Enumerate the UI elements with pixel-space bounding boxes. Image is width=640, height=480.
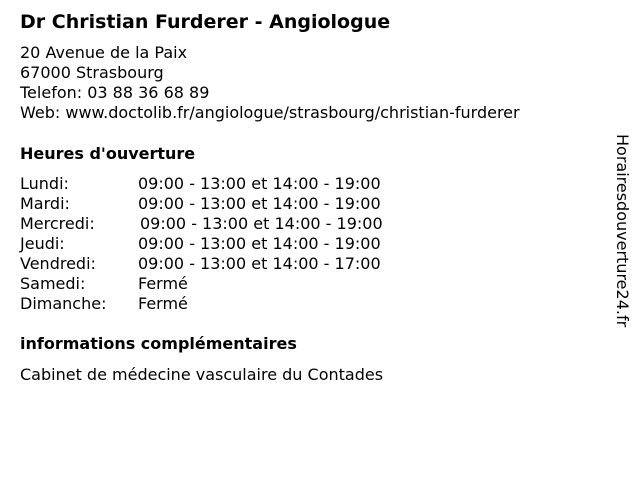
- hours-time: Fermé: [138, 274, 188, 293]
- address-street: 20 Avenue de la Paix: [20, 43, 188, 62]
- hours-time: 09:00 - 13:00 et 14:00 - 19:00: [140, 214, 383, 233]
- hours-day: Dimanche:: [20, 294, 107, 313]
- hours-heading: Heures d'ouverture: [20, 144, 196, 163]
- address-block: [20, 43, 520, 123]
- address-city: 67000 Strasbourg: [20, 63, 164, 82]
- info-heading: informations complémentaires: [20, 334, 297, 353]
- hours-day: Lundi:: [20, 174, 69, 193]
- hours-time: Fermé: [138, 294, 188, 313]
- hours-day: Vendredi:: [20, 254, 96, 273]
- info-text: Cabinet de médecine vasculaire du Contades: [20, 365, 384, 384]
- hours-time: 09:00 - 13:00 et 14:00 - 19:00: [138, 174, 381, 193]
- hours-time: 09:00 - 13:00 et 14:00 - 17:00: [138, 254, 381, 273]
- hours-day: Mardi:: [20, 194, 70, 213]
- hours-day: Mercredi:: [20, 214, 95, 233]
- hours-time: 09:00 - 13:00 et 14:00 - 19:00: [138, 194, 381, 213]
- page-title: Dr Christian Furderer - Angiologue: [20, 11, 391, 33]
- hours-time: 09:00 - 13:00 et 14:00 - 19:00: [138, 234, 381, 253]
- website-link[interactable]: Web: www.doctolib.fr/angiologue/strasbourg/christian-furderer: [20, 103, 520, 122]
- phone-number[interactable]: Telefon: 03 88 36 68 89: [20, 83, 210, 102]
- site-brand-label: Horairesdouverture24.fr: [613, 134, 632, 328]
- hours-day: Samedi:: [20, 274, 86, 293]
- hours-day: Jeudi:: [20, 234, 65, 253]
